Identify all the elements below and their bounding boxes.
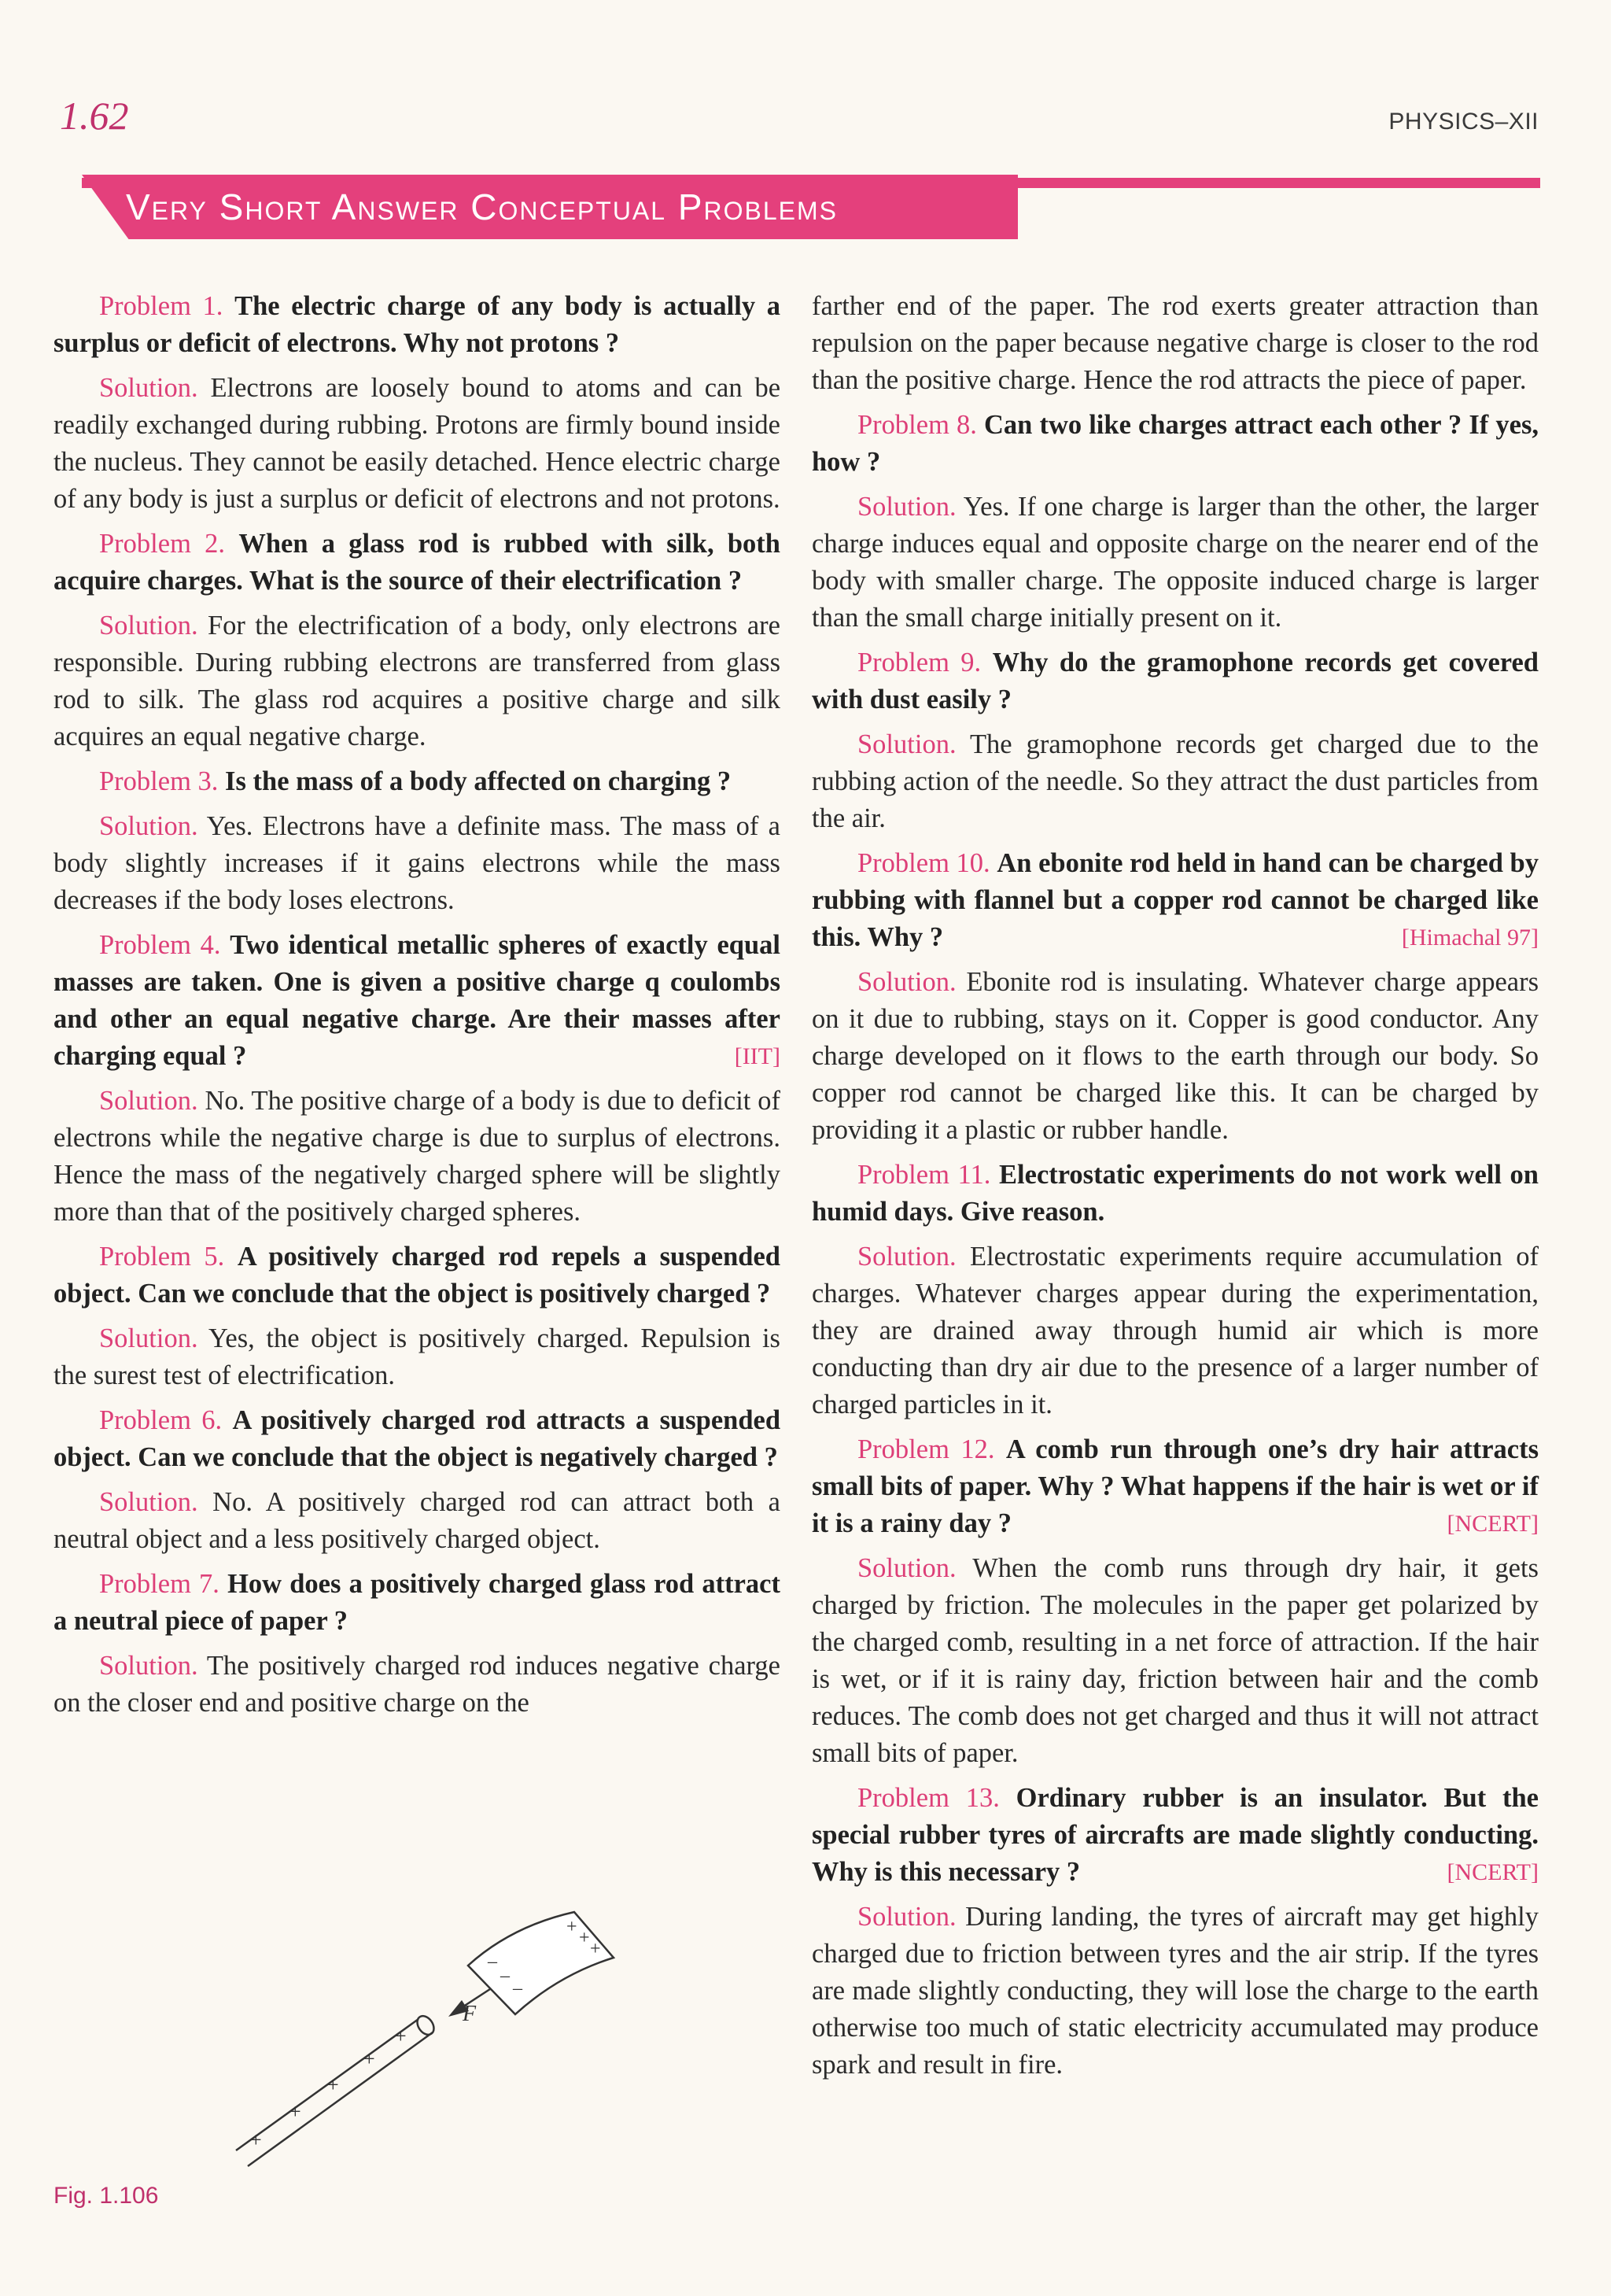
solution-label: Solution. (99, 811, 198, 841)
page-number: 1.62 (60, 94, 129, 138)
problem-reference: [NCERT] (1447, 1511, 1539, 1537)
solution-8 (812, 489, 1539, 637)
solution-13 (812, 1899, 1539, 2084)
problem-question: Electrostatic experiments do not work well on humid days. Give reason. (812, 1160, 1539, 1227)
problem-label: Problem 3. (99, 766, 219, 796)
problem-question: Two identical metallic spheres of exactly equal masses are taken. One is given a positive charge q coulombs and other an equal negative charge. Are their masses after charging equal ? (53, 930, 780, 1071)
problem-label: Problem 11. (857, 1160, 991, 1190)
solution-11 (812, 1238, 1539, 1423)
solution-text: During landing, the tyres of aircraft may get highly charged due to friction between tyres and the air strip. If the tyres are made slightly conducting, they will lose the charge to the earth otherwise too much of static electricity accumulated may produce spark and result in fire. (812, 1902, 1539, 2080)
problem-label: Problem 6. (99, 1405, 223, 1435)
solution-label: Solution. (99, 1487, 198, 1517)
figure-charged-rod-and-paper (220, 1903, 629, 2170)
solution-text: farther end of the paper. The rod exerts greater attraction than repulsion on the paper because negative charge is closer to the rod than the positive charge. Hence the rod attracts the piece of paper. (812, 291, 1539, 395)
solution-label: Solution. (857, 729, 957, 759)
rod-plus-charge: + (363, 2047, 375, 2070)
solution-label: Solution. (99, 1086, 198, 1116)
solution-text: For the electrification of a body, only electrons are responsible. During rubbing electrons are transferred from glass rod to silk. The glass rod acquires a positive charge and silk acquires an equal negative charge. (53, 611, 780, 751)
problem-question: A positively charged rod attracts a suspended object. Can we conclude that the object is negatively charged ? (53, 1405, 781, 1472)
problem-8 (812, 407, 1539, 481)
solution-text: Electrostatic experiments require accumulation of charges. Whatever charges appear during the experimentation, they are drained away through humid air which is more conducting than dry air due to the presence of a larger number of charged particles in it. (812, 1242, 1539, 1419)
rod-plus-charge: + (327, 2073, 339, 2096)
problem-12 (812, 1431, 1539, 1542)
problem-question: When a glass rod is rubbed with silk, both acquire charges. What is the source of their electrification ? (53, 529, 780, 596)
problem-label: Problem 5. (99, 1242, 225, 1272)
problem-label: Problem 13. (857, 1783, 1000, 1813)
problem-4 (53, 927, 780, 1075)
solution-text: Yes. If one charge is larger than the other, the larger charge induces equal and opposite charge on the nearer end of the body with smaller charge. The opposite induced charge is larger than the small charge initially present on it. (812, 492, 1539, 633)
problem-label: Problem 12. (857, 1434, 995, 1464)
problem-6 (53, 1402, 780, 1476)
problem-7 (53, 1566, 780, 1640)
rod-plus-charge: + (250, 2128, 262, 2151)
problem-question: Why do the gramophone records get covered with dust easily ? (812, 648, 1539, 714)
right-column (812, 288, 1539, 2091)
solution-text: Yes, the object is positively charged. Repulsion is the surest test of electrification. (53, 1323, 780, 1390)
solution-text: When the comb runs through dry hair, it gets charged by friction. The molecules in the paper get polarized by the charged comb, resulting in a net force of attraction. If the hair is wet, or if it is rainy day, friction between hair and the comb reduces. The comb does not get charged and thus it will not attract small bits of paper. (812, 1553, 1539, 1768)
solution-10 (812, 964, 1539, 1149)
problem-label: Problem 2. (99, 529, 226, 559)
solution-text: Ebonite rod is insulating. Whatever charge appears on it due to rubbing, stays on it. Copper is good conductor. Any charge developed on it flows to the earth through our body. So copper rod cannot be charged like this. It can be charged by providing it a plastic or rubber handle. (812, 967, 1539, 1145)
solution-label: Solution. (99, 1323, 198, 1353)
problem-label: Problem 7. (99, 1569, 219, 1599)
problem-1 (53, 288, 780, 362)
solution-4 (53, 1083, 780, 1231)
left-column (53, 288, 780, 1729)
solution-text: The positively charged rod induces negative charge on the closer end and positive charge on the (53, 1651, 780, 1718)
problem-question: Can two like charges attract each other ? If yes, how ? (812, 410, 1539, 477)
section-banner (82, 175, 1540, 239)
problem-9 (812, 644, 1539, 718)
solution-text: No. The positive charge of a body is due to deficit of electrons while the negative charge is due to surplus of electrons. Hence the mass of the negatively charged sphere will be slightly more than that of the positively charged spheres. (53, 1086, 780, 1227)
solution-12 (812, 1550, 1539, 1772)
figure-caption: Fig. 1.106 (53, 2183, 159, 2209)
solution-label: Solution. (857, 1242, 957, 1272)
rod-plus-charge: + (395, 2025, 407, 2047)
solution-9 (812, 726, 1539, 837)
solution-label: Solution. (857, 492, 957, 522)
solution-text: No. A positively charged rod can attract both a neutral object and a less positively charged object. (53, 1487, 780, 1554)
problem-reference: [IIT] (734, 1043, 780, 1069)
running-head: PHYSICS–XII (1388, 109, 1539, 135)
paper-minus-charge: – (488, 1951, 497, 1972)
problem-question: How does a positively charged glass rod attract a neutral piece of paper ? (53, 1569, 780, 1636)
problem-question: Ordinary rubber is an insulator. But the special rubber tyres of aircrafts are made slightly conducting. Why is this necessary ? (812, 1783, 1539, 1887)
solution-label: Solution. (857, 1902, 957, 1932)
problem-label: Problem 9. (857, 648, 982, 677)
problem-question: An ebonite rod held in hand can be charged by rubbing with flannel but a copper rod cannot be charged like this. Why ? (812, 848, 1539, 952)
problem-13 (812, 1780, 1539, 1891)
paper-plus-charge: + (590, 1939, 601, 1959)
problem-2 (53, 526, 780, 600)
section-title: Very Short Answer Conceptual Problems (126, 186, 839, 227)
solution-label: Solution. (99, 611, 198, 640)
problem-label: Problem 8. (857, 410, 977, 440)
solution-label: Solution. (857, 967, 957, 997)
solution-text: Yes. Electrons have a definite mass. The mass of a body slightly increases if it gains electrons while the mass decreases if the body loses electrons. (53, 811, 780, 915)
force-label: F (463, 2002, 477, 2026)
solution-text: The gramophone records get charged due to the rubbing action of the needle. So they attract the dust particles from the air. (812, 729, 1539, 833)
solution-text: Electrons are loosely bound to atoms and can be readily exchanged during rubbing. Protons are firmly bound inside the nucleus. They cannot be easily detached. Hence electric charge of any body is just a surplus or deficit of electrons and not protons. (53, 373, 781, 514)
problem-label: Problem 1. (99, 291, 223, 321)
problem-11 (812, 1157, 1539, 1231)
paper-plus-charge: + (566, 1917, 577, 1937)
solution-2 (53, 607, 780, 755)
solution-label: Solution. (857, 1553, 957, 1583)
solution-6 (53, 1484, 780, 1558)
paper-minus-charge: – (500, 1966, 510, 1986)
rod-plus-charge: + (289, 2100, 301, 2123)
problem-10 (812, 845, 1539, 956)
solution-7 (53, 1648, 780, 1722)
problem-question: Is the mass of a body affected on charging ? (225, 766, 732, 796)
solution-1 (53, 370, 780, 518)
problem-3 (53, 763, 780, 800)
problem-question: A comb run through one’s dry hair attracts small bits of paper. Why ? What happens if the hair is wet or if it is a rainy day ? (812, 1434, 1539, 1538)
paper-plus-charge: + (579, 1928, 590, 1948)
problem-question: The electric charge of any body is actually a surplus or deficit of electrons. Why not protons ? (53, 291, 780, 358)
problem-question: A positively charged rod repels a suspended object. Can we conclude that the object is positively charged ? (53, 1242, 780, 1309)
solution-label: Solution. (99, 1651, 198, 1681)
problem-label: Problem 4. (99, 930, 221, 960)
solution-3 (53, 808, 780, 919)
problem-reference: [Himachal 97] (1401, 925, 1539, 951)
paper-minus-charge: – (513, 1978, 522, 1999)
solution-7-continued (812, 288, 1539, 399)
problem-reference: [NCERT] (1447, 1859, 1539, 1885)
problem-5 (53, 1238, 780, 1312)
problem-label: Problem 10. (857, 848, 990, 878)
solution-5 (53, 1320, 780, 1394)
solution-label: Solution. (99, 373, 198, 403)
